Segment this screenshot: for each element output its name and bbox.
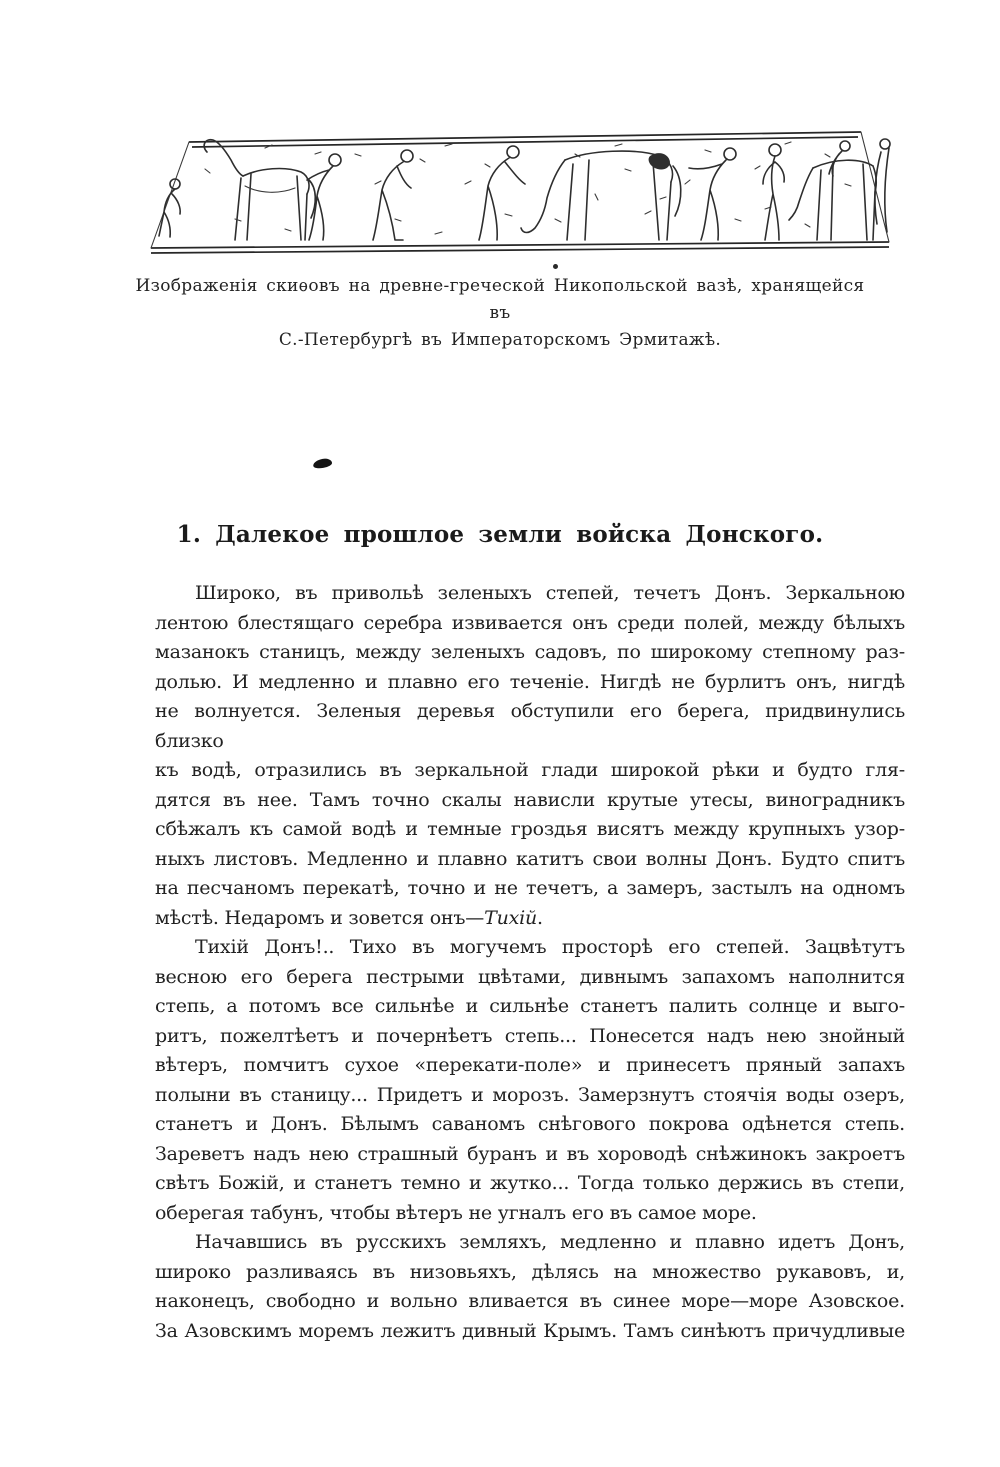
section-heading: 1. Далекое прошлое земли войска Донского. — [176, 521, 824, 548]
text-line — [155, 933, 905, 963]
text-line — [155, 904, 905, 934]
text-segment: ныхъ листовъ. Медленно и плавно катитъ свои волны Донъ. Будто спитъ — [155, 847, 905, 870]
text-segment: . — [537, 906, 543, 929]
text-line — [155, 638, 905, 668]
text-segment: ритъ, пожелтѣетъ и почернѣетъ степь... Понесется надъ нею знойный — [155, 1024, 905, 1047]
text-segment: вѣтеръ, помчитъ сухое «перекати-поле» и принесетъ пряный запахъ — [155, 1054, 905, 1076]
frieze-illustration — [145, 122, 895, 264]
text-line — [155, 1317, 905, 1347]
text-segment: оберегая табунъ, чтобы вѣтеръ не угналъ его въ самое море. — [155, 1201, 757, 1224]
text-segment: на песчаномъ перекатѣ, точно и не течетъ, а замеръ, застылъ на одномъ — [155, 877, 905, 899]
text-segment: не волнуется. Зеленыя деревья обступили его берега, придвинулись близко — [155, 700, 905, 752]
text-line — [155, 1199, 905, 1229]
text-line — [155, 845, 905, 875]
text-line — [155, 1110, 905, 1140]
paragraph — [155, 1228, 905, 1346]
text-segment: широко разливаясь въ низовьяхъ, дѣлясь на множество рукавовъ, и, — [155, 1260, 905, 1283]
text-line — [155, 756, 905, 786]
text-segment: Широко, въ привольѣ зеленыхъ степей, течетъ Донъ. Зеркальною — [195, 582, 905, 604]
text-line — [155, 1228, 905, 1258]
figure-caption-line-2: С.-Петербургѣ въ Императорскомъ Эрмитажѣ. — [278, 330, 722, 350]
text-line — [155, 1258, 905, 1288]
text-line — [155, 1051, 905, 1081]
scythians-frieze-engraving-svg — [145, 122, 895, 264]
text-segment: станетъ и Донъ. Бѣлымъ саваномъ снѣгового покрова одѣнется степь. — [155, 1113, 905, 1135]
text-segment: степь, а потомъ все сильнѣе и сильнѣе станетъ палить солнце и выго- — [155, 995, 905, 1017]
text-segment: Тихій Донъ!.. Тихо въ могучемъ просторѣ его степей. Зацвѣтутъ — [195, 936, 905, 958]
figure-caption — [125, 273, 875, 354]
text-segment: дятся въ нее. Тамъ точно скалы нависли крутые утесы, виноградникъ — [155, 788, 905, 811]
paragraph — [155, 579, 905, 933]
text-segment: полыни въ станицу... Придетъ и морозъ. Замерзнутъ стоячія воды озеръ, — [155, 1083, 905, 1106]
figure-caption-line-1: Изображенія скиѳовъ на древне-греческой Никопольской вазѣ, хранящейся въ — [135, 276, 865, 323]
text-segment: За Азовскимъ моремъ лежитъ дивный Крымъ. Тамъ синѣютъ причудливые — [155, 1319, 905, 1342]
text-line — [155, 1169, 905, 1199]
text-line — [155, 786, 905, 816]
italic-text: Тихій — [484, 906, 538, 929]
text-segment: мѣстѣ. Недаромъ и зовется онъ— — [155, 906, 485, 929]
separator-dot — [553, 264, 558, 269]
paragraph — [155, 933, 905, 1228]
text-segment: Зареветъ надъ нею страшный буранъ и въ хороводѣ снѣжинокъ закроетъ — [155, 1142, 905, 1165]
ink-spot — [312, 457, 332, 469]
text-line — [155, 609, 905, 639]
text-line — [155, 874, 905, 904]
text-segment: сбѣжалъ къ самой водѣ и темные гроздья висятъ между крупныхъ узор- — [155, 818, 905, 840]
text-line — [155, 1140, 905, 1170]
text-line — [155, 697, 905, 756]
text-segment: весною его берега пестрыми цвѣтами, дивнымъ запахомъ наполнится — [155, 965, 905, 988]
text-segment: долью. И медленно и плавно его теченіе. Нигдѣ не бурлитъ онъ, нигдѣ — [155, 670, 905, 693]
text-line — [155, 1022, 905, 1052]
text-line — [155, 579, 905, 609]
text-segment: Начавшись въ русскихъ земляхъ, медленно и плавно идетъ Донъ, — [195, 1231, 905, 1253]
text-segment: наконецъ, свободно и вольно вливается въ синее море—море Азовское. — [155, 1290, 905, 1312]
text-line — [155, 963, 905, 993]
text-line — [155, 668, 905, 698]
text-line — [155, 1287, 905, 1317]
text-segment: лентою блестящаго серебра извивается онъ среди полей, между бѣлыхъ — [155, 611, 905, 634]
body-text — [155, 579, 905, 1346]
text-segment: мазанокъ станицъ, между зеленыхъ садовъ, по широкому степному раз- — [155, 641, 905, 663]
text-line — [155, 1081, 905, 1111]
text-segment: свѣтъ Божій, и станетъ темно и жутко... Тогда только держись въ степи, — [155, 1172, 905, 1194]
text-line — [155, 992, 905, 1022]
text-line — [155, 815, 905, 845]
text-segment: къ водѣ, отразились въ зеркальной глади широкой рѣки и будто гля- — [155, 759, 905, 781]
